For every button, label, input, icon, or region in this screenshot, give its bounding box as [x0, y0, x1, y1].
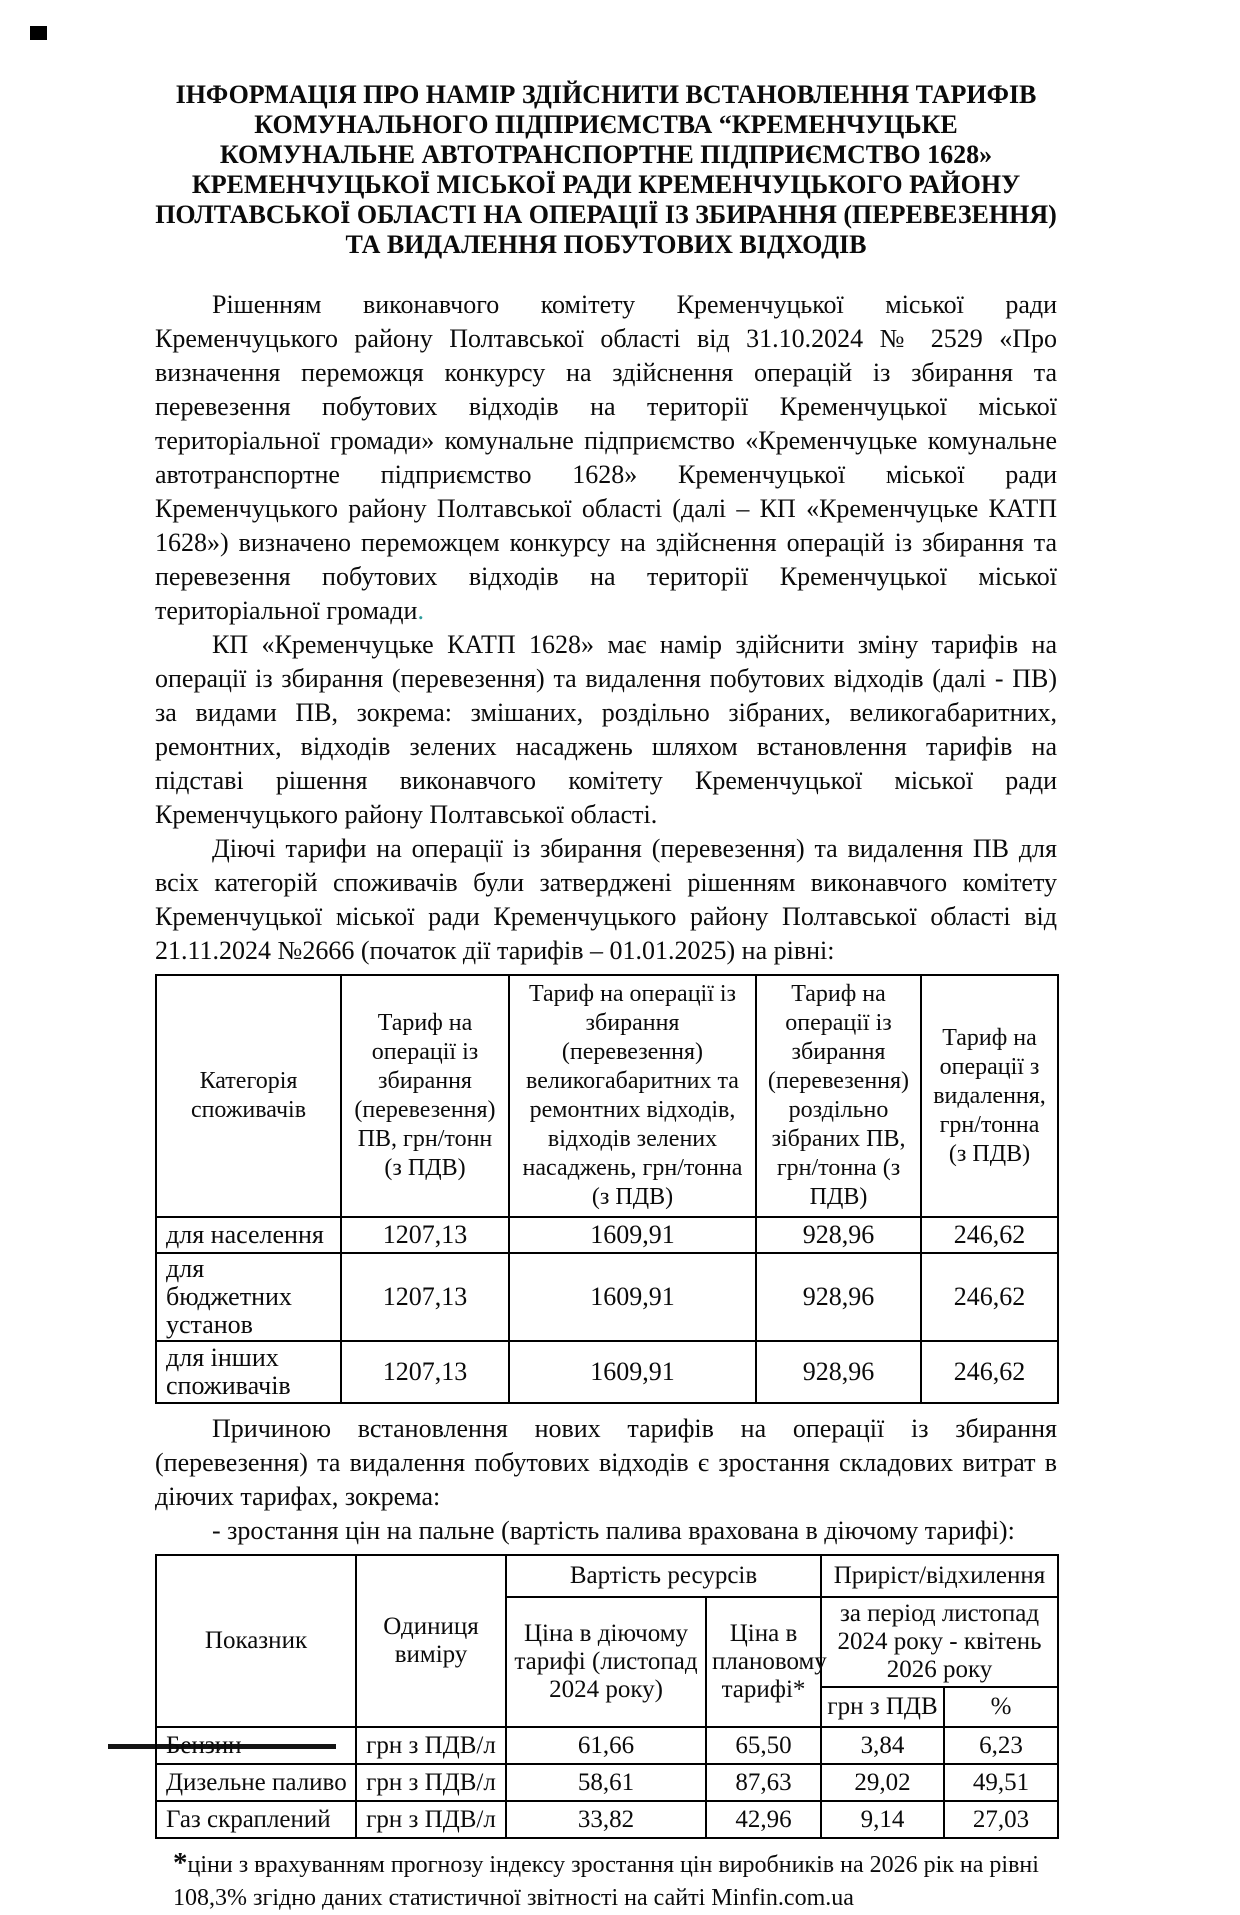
fuel-table — [155, 1554, 1059, 1839]
tariff-table — [155, 974, 1059, 1404]
tariff-cell-value: 246,62 — [921, 1341, 1058, 1403]
paragraph-fuel-intro: - зростання цін на пальне (вартість палива врахована в діючому тарифі): — [212, 1516, 1015, 1545]
tariff-header-removal: Тариф на операції з видалення, грн/тонна (з ПДВ) — [921, 975, 1058, 1217]
fuel-cell-current: 33,82 — [506, 1801, 706, 1838]
paragraph-reason: Причиною встановлення нових тарифів на операції із збирання (перевезення) та видалення побутових відходів є зростання складових витрат в діючих тарифах, зокрема: — [155, 1414, 1057, 1511]
fuel-header-delta-period: за період листопад 2024 року - квітень 2026 року — [821, 1597, 1058, 1687]
table-row — [156, 1764, 1058, 1801]
fuel-header-delta-uah: грн з ПДВ — [821, 1687, 944, 1727]
tariff-cell-category: для населення — [156, 1217, 341, 1253]
fuel-header-cost-group: Вартість ресурсів — [506, 1555, 821, 1597]
fuel-table-group-row — [156, 1555, 1058, 1597]
fuel-cell-delta-pct: 6,23 — [944, 1727, 1058, 1764]
tariff-header-category: Категорія споживачів — [156, 975, 341, 1217]
fuel-cell-current: 61,66 — [506, 1727, 706, 1764]
paragraph-intent: КП «Кременчуцьке КАТП 1628» має намір здійснити зміну тарифів на операції із збирання (перевезення) та видалення побутових відходів (далі - ПВ) за видами ПВ, зокрема: змішаних, роздільно зібраних, великогабаритних, ремонтних, відходів зелених насаджень шляхом встановлення тарифів на підставі рішення виконавчого комітету Кременчуцької міської ради Кременчуцького району Полтавської області. — [155, 630, 1057, 829]
tariff-cell-value: 1609,91 — [509, 1253, 756, 1341]
paragraph-decision — [155, 288, 1057, 628]
fuel-cell-delta-uah: 9,14 — [821, 1801, 944, 1838]
fuel-header-unit: Одиниця виміру — [356, 1555, 506, 1727]
fuel-cell-indicator: Бензин — [156, 1727, 356, 1764]
tariff-cell-value: 1207,13 — [341, 1341, 509, 1403]
fuel-cell-planned: 87,63 — [706, 1764, 821, 1801]
tariff-cell-value: 928,96 — [756, 1341, 921, 1403]
fuel-cell-delta-pct: 27,03 — [944, 1801, 1058, 1838]
tariff-cell-value: 1207,13 — [341, 1253, 509, 1341]
tariff-cell-value: 246,62 — [921, 1217, 1058, 1253]
tariff-cell-value: 928,96 — [756, 1253, 921, 1341]
fuel-cell-unit: грн з ПДВ/л — [356, 1764, 506, 1801]
tariff-cell-value: 1609,91 — [509, 1217, 756, 1253]
teal-period: . — [417, 596, 424, 625]
fuel-header-indicator: Показник — [156, 1555, 356, 1727]
fuel-header-price-current: Ціна в діючому тарифі (листопад 2024 року) — [506, 1597, 706, 1727]
tariff-cell-category: для інших споживачів — [156, 1341, 341, 1403]
fuel-cell-planned: 42,96 — [706, 1801, 821, 1838]
document-content — [155, 80, 1057, 1915]
tariff-cell-value: 246,62 — [921, 1253, 1058, 1341]
fuel-header-price-planned: Ціна в плановому тарифі* — [706, 1597, 821, 1727]
footnote-asterisk: * — [173, 1847, 188, 1879]
tariff-cell-value: 1609,91 — [509, 1341, 756, 1403]
tariff-cell-value: 928,96 — [756, 1217, 921, 1253]
tariff-header-separate: Тариф на операції із збирання (перевезення) роздільно зібраних ПВ, грн/тонна (з ПДВ) — [756, 975, 921, 1217]
fuel-cell-unit: грн з ПДВ/л — [356, 1727, 506, 1764]
tariff-header-collection: Тариф на операції із збирання (перевезення) ПВ, грн/тонн (з ПДВ) — [341, 975, 509, 1217]
footnote — [155, 1847, 1057, 1915]
tariff-header-bulky: Тариф на операції із збирання (перевезення) великогабаритних та ремонтних відходів, відходів зелених насаджень, грн/тонна (з ПДВ) — [509, 975, 756, 1217]
paragraph-current-tariffs: Діючі тарифи на операції із збирання (перевезення) та видалення ПВ для всіх категорій споживачів були затверджені рішенням виконавчого комітету Кременчуцької міської ради Кременчуцького району Полтавської області від 21.11.2024 №2666 (початок дії тарифів – 01.01.2025) на рівні: — [155, 834, 1057, 965]
tariff-cell-value: 1207,13 — [341, 1217, 509, 1253]
paragraph-decision-text: Рішенням виконавчого комітету Кременчуцької міської ради Кременчуцького району Полтавської області від 31.10.2024 № 2529 «Про визначення переможця конкурсу на здійснення операцій із збирання та перевезення побутових відходів на території Кременчуцької міської територіальної громади» комунальне підприємство «Кременчуцьке комунальне автотранспортне підприємство 1628» Кременчуцької міської ради Кременчуцького району Полтавської області (далі – КП «Кременчуцьке КАТП 1628») визначено переможцем конкурсу на здійснення операцій із збирання та перевезення побутових відходів на території Кременчуцької міської територіальної громади — [155, 290, 1057, 625]
tariff-table-header-row — [156, 975, 1058, 1217]
fuel-cell-unit: грн з ПДВ/л — [356, 1801, 506, 1838]
fuel-cell-indicator: Газ скраплений — [156, 1801, 356, 1838]
table-row — [156, 1217, 1058, 1253]
footnote-text: ціни з врахуванням прогнозу індексу зростання цін виробників на 2026 рік на рівні 108,3% згідно даних статистичної звітності на сайті Minfin.com.ua — [173, 1852, 1039, 1911]
fuel-cell-indicator: Дизельне паливо — [156, 1764, 356, 1801]
fuel-header-delta-pct: % — [944, 1687, 1058, 1727]
fuel-cell-planned: 65,50 — [706, 1727, 821, 1764]
table-row — [156, 1727, 1058, 1764]
fuel-cell-current: 58,61 — [506, 1764, 706, 1801]
fuel-cell-delta-uah: 29,02 — [821, 1764, 944, 1801]
fuel-cell-delta-uah: 3,84 — [821, 1727, 944, 1764]
fuel-cell-delta-pct: 49,51 — [944, 1764, 1058, 1801]
fuel-header-delta-group: Приріст/відхилення — [821, 1555, 1058, 1597]
table-row — [156, 1253, 1058, 1341]
tariff-cell-category: для бюджетних установ — [156, 1253, 341, 1341]
table-row — [156, 1341, 1058, 1403]
table-row — [156, 1801, 1058, 1838]
scan-artifact-square — [30, 26, 47, 40]
page-title: ІНФОРМАЦІЯ ПРО НАМІР ЗДІЙСНИТИ ВСТАНОВЛЕННЯ ТАРИФІВ КОМУНАЛЬНОГО ПІДПРИЄМСТВА “КРЕМЕНЧУЦЬКЕ КОМУНАЛЬНЕ АВТОТРАНСПОРТНЕ ПІДПРИЄМСТВО 1628» КРЕМЕНЧУЦЬКОЇ МІСЬКОЇ РАДИ КРЕМЕНЧУЦЬКОГО РАЙОНУ ПОЛТАВСЬКОЇ ОБЛАСТІ НА ОПЕРАЦІЇ ІЗ ЗБИРАННЯ (ПЕРЕВЕЗЕННЯ) ТА ВИДАЛЕННЯ ПОБУТОВИХ ВІДХОДІВ — [155, 80, 1057, 259]
